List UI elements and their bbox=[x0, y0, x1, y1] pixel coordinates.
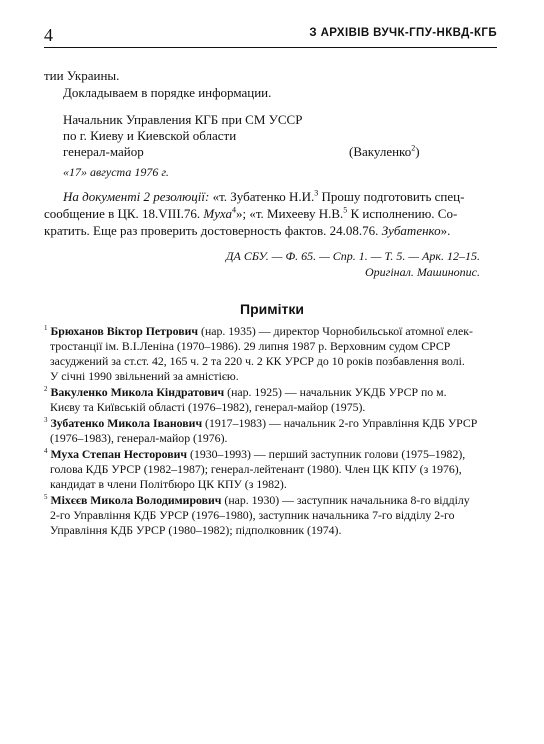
note-person-name: Вакуленко Микола Кіндратович bbox=[50, 385, 225, 399]
note-text: (нар. 1930) — заступник начальника 8-го відділу bbox=[221, 493, 470, 507]
note-1-line-3: засуджений за ст.ст. 42, 165 ч. 2 та 220 ч. 2 КК УРСР до 10 років позбавлення волі. bbox=[50, 354, 465, 368]
footnote-ref-3: 3 bbox=[314, 188, 319, 198]
note-number: 4 bbox=[44, 447, 48, 456]
archive-source: ДА СБУ. — Ф. 65. — Спр. 1. — Т. 5. — Арк. 12–15. bbox=[225, 249, 480, 263]
note-number: 2 bbox=[44, 385, 48, 394]
signature-surname: (Вакуленко bbox=[349, 144, 412, 159]
note-number: 1 bbox=[44, 324, 48, 333]
note-person-name: Брюханов Віктор Петрович bbox=[50, 324, 199, 338]
note-5-line-3: Управління КДБ УРСР (1980–1982); підполковник (1974). bbox=[50, 523, 342, 537]
page-header bbox=[44, 24, 497, 46]
note-number: 3 bbox=[44, 416, 48, 425]
resolution-text: »; «т. Михееву Н.В. bbox=[235, 206, 344, 221]
note-4-line-3: кандидат в члени Політбюро ЦК КПУ (з 1982). bbox=[50, 477, 287, 491]
note-1-line-4: У січні 1990 звільнений за амністією. bbox=[50, 369, 239, 383]
resolution-intro: На документі 2 резолюції: bbox=[63, 189, 210, 204]
note-number: 5 bbox=[44, 493, 48, 502]
resolution-line-1 bbox=[63, 189, 464, 205]
footnote-ref-2: 2 bbox=[411, 143, 416, 153]
running-title: З АРХІВІВ ВУЧК-ГПУ-НКВД-КГБ bbox=[309, 27, 497, 39]
signature-line-1: Начальник Управления КГБ при СМ УССР bbox=[63, 112, 303, 127]
note-5-line-2: 2-го Управління КДБ УРСР (1976–1980), заступник начальника 7-го відділу 2-го bbox=[50, 508, 455, 522]
note-text: (1930–1993) — перший заступник голови (1975–1982), bbox=[187, 447, 466, 461]
resolution-signer: Муха bbox=[203, 206, 232, 221]
note-4-line-1 bbox=[44, 447, 465, 462]
resolution-text: кратить. Еще раз проверить достоверность фактов. 24.08.76. bbox=[44, 223, 382, 238]
signature-close-paren: ) bbox=[415, 144, 420, 159]
note-person-name: Муха Степан Несторович bbox=[50, 447, 188, 461]
footnote-ref-5: 5 bbox=[343, 205, 348, 215]
report-line: Докладываем в порядке информации. bbox=[63, 85, 272, 100]
resolution-text: «т. Зубатенко Н.И. bbox=[209, 189, 315, 204]
resolution-text: ». bbox=[440, 223, 451, 238]
signature-line-3: генерал-майор bbox=[63, 144, 144, 159]
note-3-line-1 bbox=[44, 416, 477, 431]
note-person-name: Зубатенко Микола Іванович bbox=[50, 416, 203, 430]
resolution-text: К исполнению. Со- bbox=[347, 206, 458, 221]
note-text: (нар. 1925) — начальник УКДБ УРСР по м. bbox=[224, 385, 447, 399]
resolution-line-2 bbox=[44, 206, 457, 222]
note-text: (нар. 1935) — директор Чорнобильської атомної елек- bbox=[198, 324, 473, 338]
archive-format: Оригінал. Машинопис. bbox=[364, 265, 480, 279]
note-2-line-1 bbox=[44, 385, 447, 400]
signature-name bbox=[349, 144, 420, 160]
footnote-ref-4: 4 bbox=[231, 205, 236, 215]
resolution-line-3 bbox=[44, 223, 450, 239]
document-date: «17» августа 1976 г. bbox=[63, 165, 169, 179]
note-1-line-1 bbox=[44, 324, 473, 339]
header-rule bbox=[44, 47, 497, 48]
note-1-line-2: тростанції ім. В.І.Леніна (1970–1986). 29 липня 1987 р. Верховним судом СРСР bbox=[50, 339, 451, 353]
note-4-line-2: голова КДБ УРСР (1982–1987); генерал-лейтенант (1980). Член ЦК КПУ (з 1976), bbox=[50, 462, 462, 476]
resolution-signer: Зубатенко bbox=[381, 223, 441, 238]
note-5-line-1 bbox=[44, 493, 470, 508]
note-person-name: Міхєєв Микола Володимирович bbox=[50, 493, 222, 507]
note-2-line-2: Києву та Київській області (1976–1982), генерал-майор (1975). bbox=[50, 400, 366, 414]
resolution-text: сообщение в ЦК. 18.VIII.76. bbox=[44, 206, 204, 221]
notes-heading: Примітки bbox=[240, 301, 304, 317]
note-text: (1917–1983) — начальник 2-го Управління КДБ УРСР bbox=[202, 416, 478, 430]
continuation-text: тии Украины. bbox=[44, 68, 120, 83]
resolution-text: Прошу подготовить спец- bbox=[318, 189, 465, 204]
page-number: 4 bbox=[44, 25, 53, 45]
signature-line-2: по г. Киеву и Киевской области bbox=[63, 128, 237, 143]
note-3-line-2: (1976–1983), генерал-майор (1976). bbox=[50, 431, 228, 445]
